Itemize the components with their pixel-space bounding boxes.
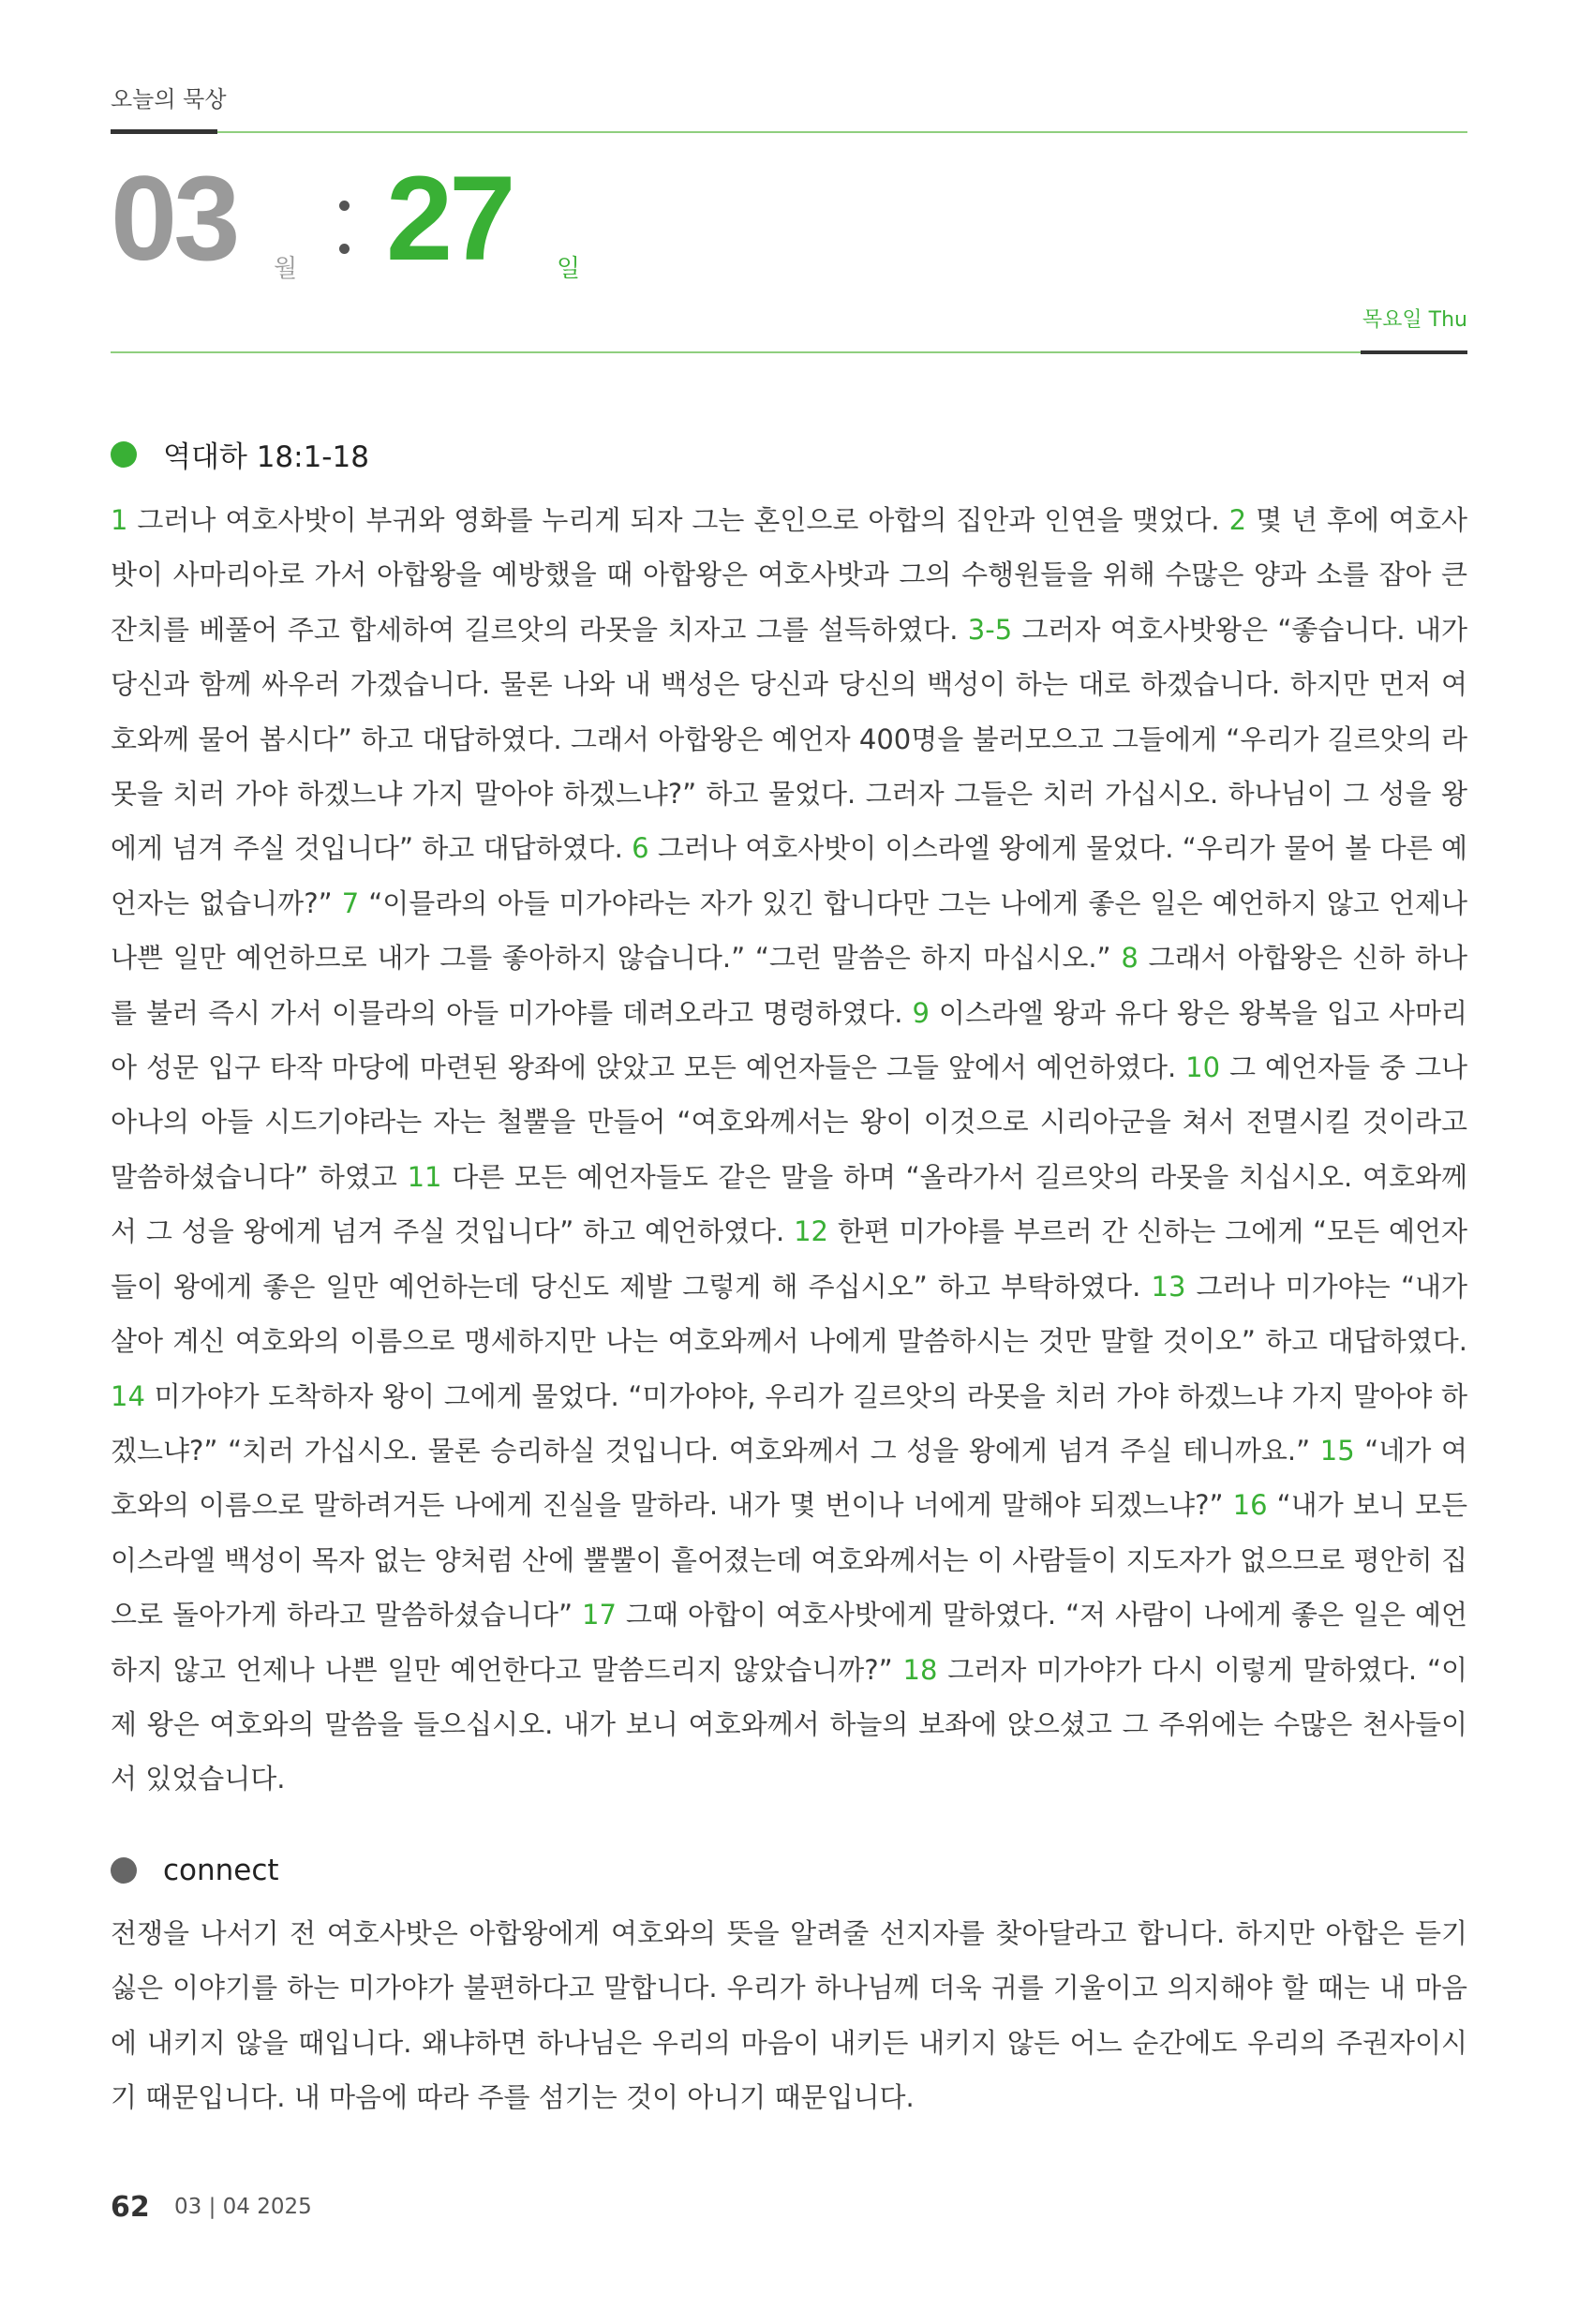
verse-text: 그러자 여호사밧왕은 “좋습니다. 내가 당신과 함께 싸우러 가겠습니다. 물론 나와 내 백성은 당신과 당신의 백성이 하는 대로 하겠습니다. 하지만 먼저 여호와께 물어 봅시다” 하고 대답하였다. 그래서 아합왕은 예언자 400명을 불러모으고 그들에게 “우리가 길르앗의 라못을 치러 가야 하겠느냐 가지 말아야 하겠느냐?” 하고 물었다. 그러자 그들은 치러 가십시오. 하나님이 그 성을 왕에게 넘겨 주실 것입니다” 하고 대답하였다. (111, 613, 1468, 865)
header-divider (111, 131, 1467, 133)
verse-text: 몇 년 후에 여호사밧이 사마리아로 가서 아합왕을 예방했을 때 아합왕은 여호사밧과 그의 수행원들을 위해 수많은 양과 소를 잡아 큰 잔치를 베풀어 주고 합세하여 길르앗의 라못을 치자고 그를 설득하였다. (111, 504, 1467, 646)
connect-title: connect (163, 1854, 279, 1887)
verse-text: “내가 보니 모든 이스라엘 백성이 목자 없는 양처럼 산에 뿔뿔이 흩어졌는데 여호와께서는 이 사람들이 지도자가 없으므로 평안히 집으로 돌아가게 하라고 말씀하셨습니다” (111, 1489, 1468, 1631)
scripture-text (111, 493, 1467, 1807)
verse-number: 16 (1232, 1489, 1268, 1522)
scripture-heading (111, 433, 369, 475)
day-number: 27 (386, 152, 513, 286)
verse-text: 다른 모든 예언자들도 같은 말을 하며 “올라가서 길르앗의 라못을 치십시오. 여호와께서 그 성을 왕에게 넘겨 주실 것입니다” 하고 예언하였다. (111, 1160, 1468, 1248)
verse-text: 미가야가 도착하자 왕이 그에게 물었다. “미가야야, 우리가 길르앗의 라못을 치러 가야 하겠느냐 가지 말아야 하겠느냐?” “치러 가십시오. 물론 승리하실 것입니다. 여호와께서 그 성을 왕에게 넘겨 주실 테니까요.” (111, 1379, 1467, 1467)
verse-number: 13 (1151, 1270, 1186, 1303)
verse-number: 9 (912, 996, 930, 1029)
verse-number: 18 (902, 1653, 938, 1686)
verse-text: 이스라엘 왕과 유다 왕은 왕복을 입고 사마리아 성문 입구 타작 마당에 마련된 왕좌에 앉았고 모든 예언자들은 그들 앞에서 예언하였다. (111, 996, 1468, 1084)
verse-number: 2 (1228, 504, 1247, 536)
page-number: 62 (111, 2191, 150, 2224)
date-divider (111, 351, 1467, 353)
section-label: 오늘의 묵상 (111, 86, 227, 112)
verse-number: 7 (341, 886, 360, 919)
verse-text: 그러나 여호사밧이 이스라엘 왕에게 물었다. “우리가 물어 볼 다른 예언자는 없습니까?” (111, 832, 1467, 919)
verse-number: 17 (582, 1599, 617, 1631)
day-unit: 일 (557, 255, 581, 283)
verse-number: 8 (1121, 942, 1139, 975)
month-unit: 월 (274, 255, 298, 283)
issue-date: 03 | 04 2025 (174, 2195, 312, 2219)
verse-text: 그러나 미가야는 “내가 살아 계신 여호와의 이름으로 맹세하지만 나는 여호와께서 나에게 말씀하시는 것만 말할 것이오” 하고 대답하였다. (111, 1270, 1467, 1358)
verse-number: 3-5 (967, 613, 1013, 646)
verse-text: “이믈라의 아들 미가야라는 자가 있긴 합니다만 그는 나에게 좋은 일은 예언하지 않고 언제나 나쁜 일만 예언하므로 내가 그를 좋아하지 않습니다.” “그런 말씀은 하지 마십시오.” (111, 886, 1467, 975)
verse-text: 그래서 아합왕은 신하 하나를 불러 즉시 가서 이믈라의 아들 미가야를 데려오라고 명령하였다. (111, 942, 1467, 1029)
date-separator (339, 197, 350, 262)
verse-number: 10 (1185, 1051, 1221, 1084)
connect-heading (111, 1854, 279, 1887)
verse-text: 그때 아합이 여호사밧에게 말하였다. “저 사람이 나에게 좋은 일은 예언하지 않고 언제나 나쁜 일만 예언한다고 말씀드리지 않았습니까?” (111, 1599, 1467, 1686)
scripture-reference: 역대하 18:1-18 (163, 440, 369, 474)
verse-text: 그 예언자들 중 그나아나의 아들 시드기야라는 자는 철뿔을 만들어 “여호와께서는 왕이 이것으로 시리아군을 쳐서 전멸시킬 것이라고 말씀하셨습니다” 하였고 (111, 1051, 1467, 1193)
month-number: 03 (111, 152, 237, 286)
header-divider-accent (111, 129, 217, 134)
verse-text: “네가 여호와의 이름으로 말하려거든 나에게 진실을 말하라. 내가 몇 번이나 너에게 말해야 되겠느냐?” (111, 1434, 1467, 1522)
weekday-underline (1361, 350, 1467, 354)
verse-number: 12 (794, 1215, 828, 1248)
green-bullet-icon (111, 441, 137, 468)
weekday-label: 목요일 Thu (1362, 308, 1467, 332)
verse-number: 15 (1319, 1434, 1355, 1467)
gray-bullet-icon (111, 1857, 137, 1884)
verse-text: 그러나 여호사밧이 부귀와 영화를 누리게 되자 그는 혼인으로 아합의 집안과 인연을 맺었다. (127, 504, 1229, 536)
verse-number: 11 (407, 1160, 442, 1193)
connect-text: 전쟁을 나서기 전 여호사밧은 아합왕에게 여호와의 뜻을 알려줄 선지자를 찾아달라고 합니다. 하지만 아합은 듣기 싫은 이야기를 하는 미가야가 불편하다고 말합니다. 우리가 하나님께 더욱 귀를 기울이고 의지해야 할 때는 내 마음에 내키지 않을 때입니다. 왜냐하면 하나님은 우리의 마음이 내키든 내키지 않든 어느 순간에도 우리의 주권자이시기 때문입니다. 내 마음에 따라 주를 섬기는 것이 아니기 때문입니다. (111, 1917, 1467, 2114)
verse-text: 한편 미가야를 부르러 간 신하는 그에게 “모든 예언자들이 왕에게 좋은 일만 예언하는데 당신도 제발 그렇게 해 주십시오” 하고 부탁하였다. (111, 1215, 1467, 1303)
verse-text: 그러자 미가야가 다시 이렇게 말하였다. “이제 왕은 여호와의 말씀을 들으십시오. 내가 보니 여호와께서 하늘의 보좌에 앉으셨고 그 주위에는 수많은 천사들이 서 있었습니다. (111, 1653, 1468, 1795)
verse-number: 1 (111, 504, 128, 536)
verse-number: 14 (111, 1379, 145, 1412)
verse-number: 6 (632, 832, 649, 865)
